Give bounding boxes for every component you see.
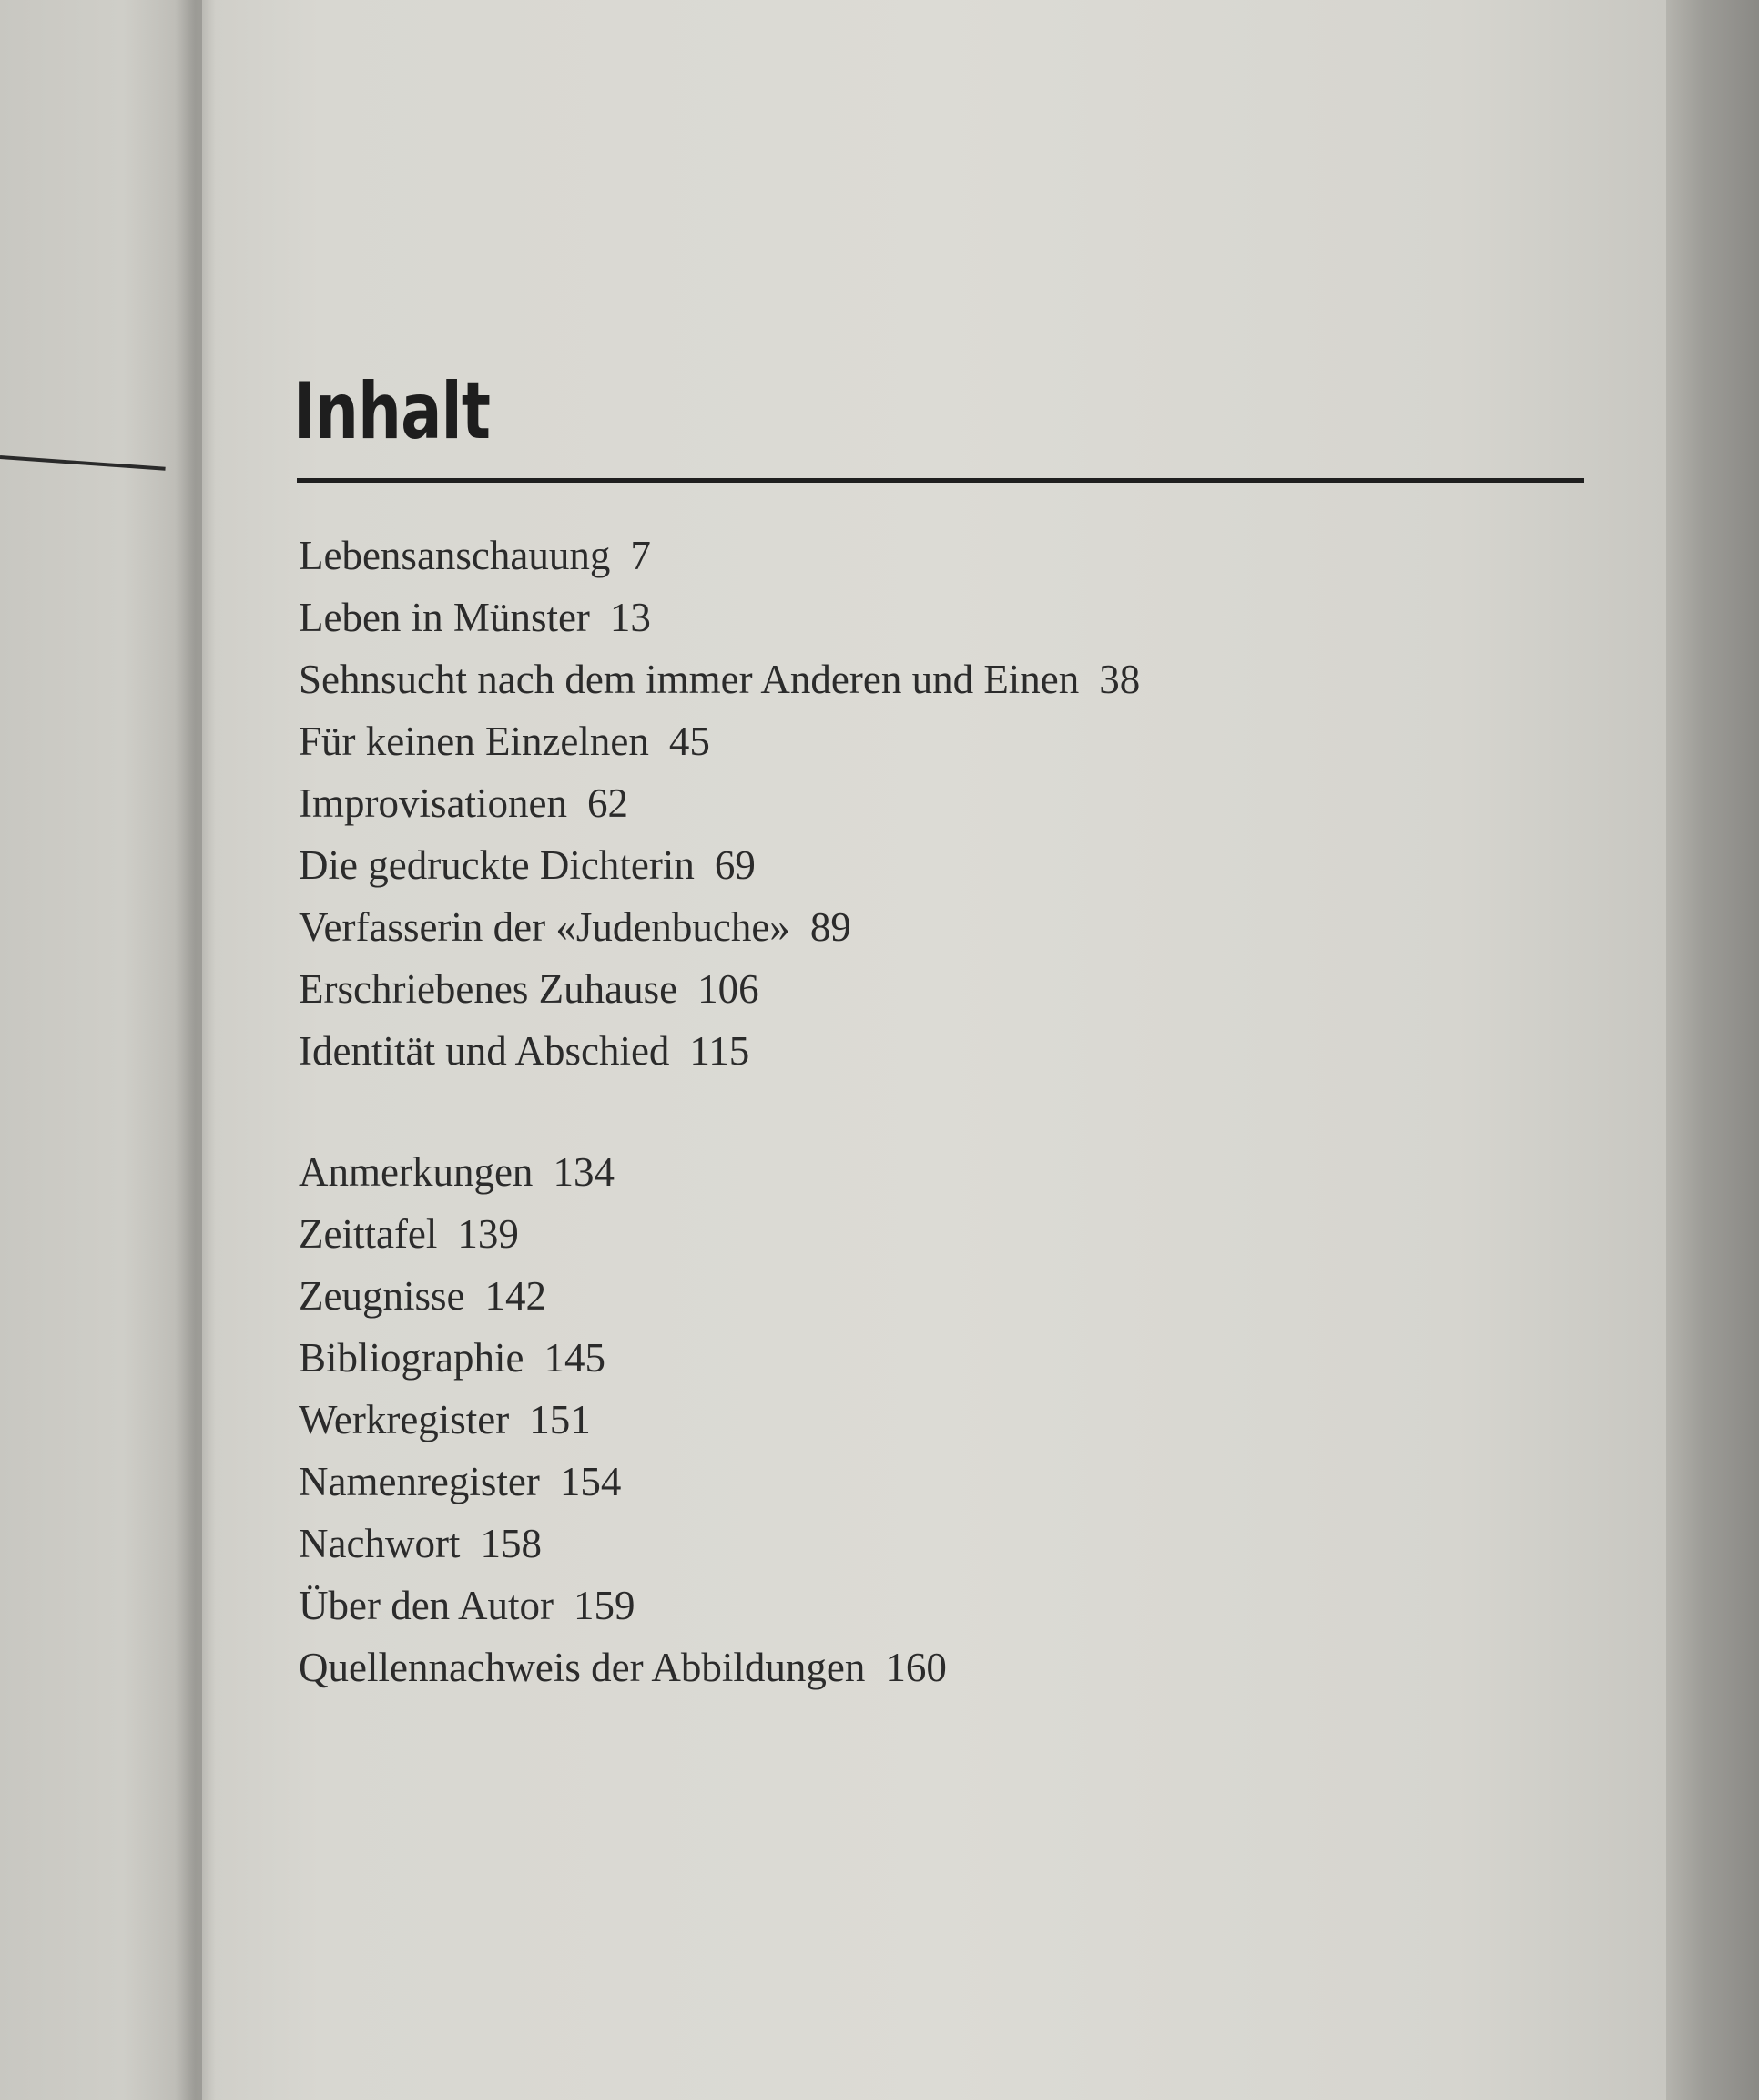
toc-entry-title: Nachwort bbox=[299, 1521, 461, 1566]
toc-entry-page: 139 bbox=[457, 1211, 519, 1257]
toc-entry-page: 115 bbox=[689, 1028, 750, 1074]
toc-entry-title: Bibliographie bbox=[299, 1335, 524, 1381]
toc-entry bbox=[299, 1389, 947, 1451]
title-rule bbox=[297, 478, 1584, 483]
toc-entry-title: Anmerkungen bbox=[299, 1149, 534, 1195]
toc-entry bbox=[299, 1265, 947, 1327]
appendix-list bbox=[299, 1141, 947, 1698]
toc-entry-page: 145 bbox=[544, 1335, 605, 1381]
toc-entry-page: 151 bbox=[529, 1397, 591, 1442]
toc-entry-page: 154 bbox=[559, 1459, 622, 1504]
toc-entry bbox=[299, 1020, 1140, 1082]
toc-entry bbox=[299, 896, 1140, 958]
toc-entry-title: Zeugnisse bbox=[299, 1273, 465, 1319]
page-edge-shadow bbox=[1666, 0, 1759, 2100]
toc-entry bbox=[299, 1141, 947, 1203]
toc-entry bbox=[299, 1327, 947, 1389]
toc-entry bbox=[299, 1575, 947, 1636]
toc-entry-page: 160 bbox=[885, 1645, 947, 1690]
toc-entry bbox=[299, 1636, 947, 1698]
toc-entry bbox=[299, 586, 1140, 648]
toc-entry-title: Quellennachweis der Abbildungen bbox=[299, 1645, 866, 1690]
toc-entry-page: 45 bbox=[668, 719, 710, 764]
toc-entry-title: Zeittafel bbox=[299, 1211, 438, 1257]
page-title: Inhalt bbox=[293, 366, 491, 457]
chapter-list bbox=[299, 525, 1140, 1082]
toc-entry-title: Für keinen Einzelnen bbox=[299, 719, 649, 764]
toc-entry-page: 38 bbox=[1099, 657, 1141, 702]
toc-entry bbox=[299, 525, 1140, 586]
toc-entry-title: Identität und Abschied bbox=[299, 1028, 670, 1074]
toc-entry-title: Leben in Münster bbox=[299, 595, 590, 640]
toc-entry-title: Erschriebenes Zuhause bbox=[299, 966, 678, 1012]
toc-entry-title: Improvisationen bbox=[299, 780, 567, 826]
toc-entry-title: Sehnsucht nach dem immer Anderen und Einen bbox=[299, 657, 1080, 702]
toc-entry-title: Lebensanschauung bbox=[299, 533, 611, 578]
toc-entry-page: 142 bbox=[484, 1273, 546, 1319]
toc-entry-title: Verfasserin der «Judenbuche» bbox=[299, 904, 790, 950]
toc-entry-page: 134 bbox=[553, 1149, 615, 1195]
toc-entry-title: Werkregister bbox=[299, 1397, 510, 1442]
toc-entry-page: 69 bbox=[714, 842, 756, 888]
toc-entry bbox=[299, 710, 1140, 772]
toc-entry-title: Die gedruckte Dichterin bbox=[299, 842, 695, 888]
toc-entry bbox=[299, 834, 1140, 896]
toc-entry-page: 159 bbox=[573, 1583, 635, 1628]
toc-entry bbox=[299, 1203, 947, 1265]
toc-entry bbox=[299, 958, 1140, 1020]
toc-entry-page: 106 bbox=[697, 966, 759, 1012]
toc-entry bbox=[299, 772, 1140, 834]
toc-entry-page: 89 bbox=[809, 904, 851, 950]
toc-entry-page: 13 bbox=[609, 595, 651, 640]
toc-entry-page: 62 bbox=[586, 780, 628, 826]
toc-entry bbox=[299, 648, 1140, 710]
book-gutter bbox=[175, 0, 216, 2100]
toc-entry-page: 7 bbox=[630, 533, 651, 578]
toc-entry bbox=[299, 1451, 947, 1513]
toc-entry bbox=[299, 1513, 947, 1575]
toc-entry-title: Über den Autor bbox=[299, 1583, 554, 1628]
toc-entry-title: Namenregister bbox=[299, 1459, 540, 1504]
toc-entry-page: 158 bbox=[480, 1521, 542, 1566]
